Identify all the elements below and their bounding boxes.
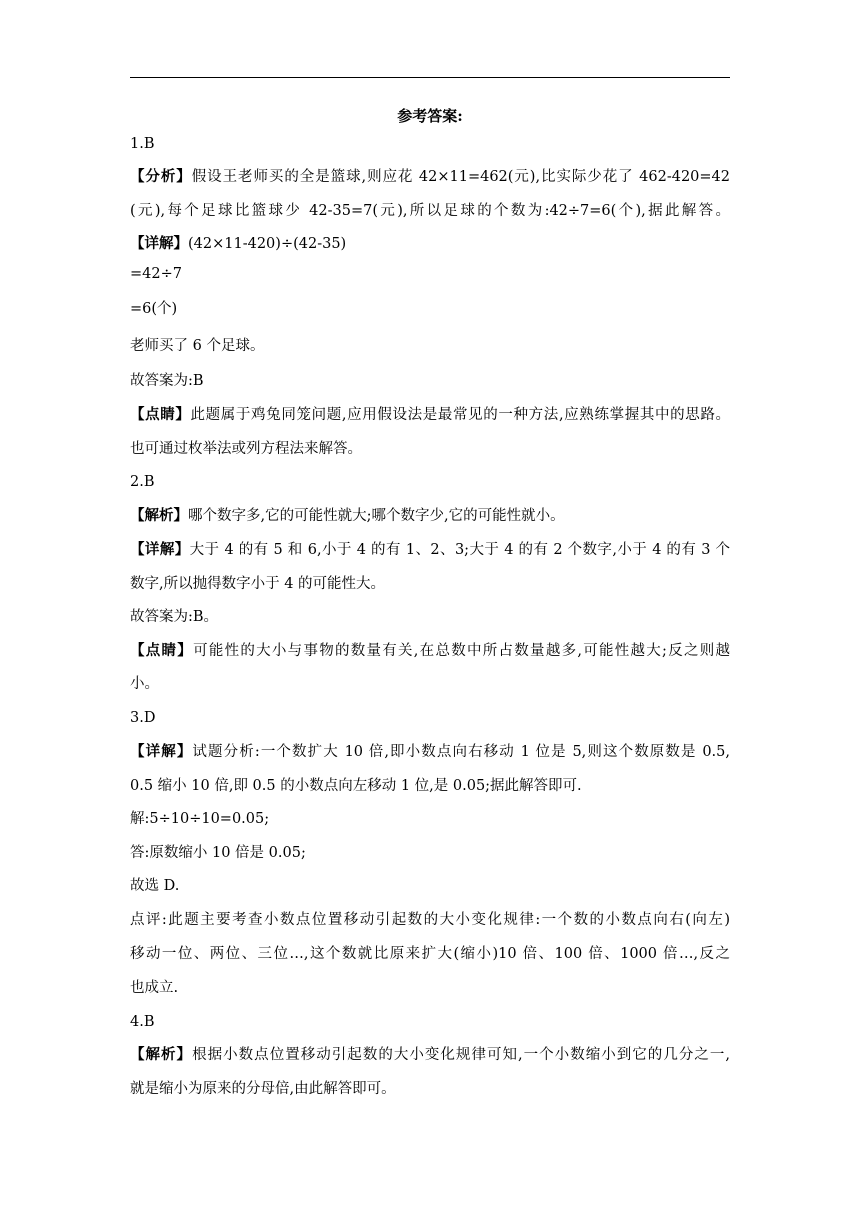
page-title: 参考答案: (397, 107, 463, 125)
header-rule (130, 77, 730, 78)
section-tag: 【详解】 (130, 235, 188, 252)
line-text: 根据小数点位置移动引起数的大小变化规律可知,一个小数缩小到它的几分之一, (192, 1047, 731, 1063)
line-text: 大于 4 的有 5 和 6,小于 4 的有 1、2、3;大于 4 的有 2 个数字,小于 4 的有 3 个 (189, 542, 731, 558)
text-line (130, 505, 730, 527)
line-text: 故答案为:B。 (130, 609, 219, 625)
line-text: 点评:此题主要考查小数点位置移动引起数的大小变化规律:一个数的小数点向右(向左) (130, 912, 730, 928)
section-tag: 【详解】 (130, 743, 193, 760)
line-text: 故选 D. (130, 878, 180, 894)
line-text: (42×11-420)÷(42-35) (188, 236, 347, 252)
line-text: 解:5÷10÷10=0.05; (130, 811, 270, 827)
line-text: 此题属于鸡兔同笼问题,应用假设法是最常见的一种方法,应熟练掌握其中的思路。 (190, 407, 730, 423)
line-text: 试题分析:一个数扩大 10 倍,即小数点向右移动 1 位是 5,则这个数原数是 0.5, (192, 744, 731, 760)
text-line (130, 200, 730, 222)
text-line (130, 775, 730, 797)
text-line (130, 673, 730, 695)
line-text: 移动一位、两位、三位…,这个数就比原来扩大(缩小)10 倍、100 倍、1000 倍…,反之 (130, 946, 730, 962)
text-line (130, 842, 730, 864)
line-text: 2.B (130, 474, 155, 490)
line-text: 4.B (130, 1014, 155, 1030)
line-text: 可能性的大小与事物的数量有关,在总数中所占数量越多,可能性越大;反之则越 (193, 643, 731, 659)
text-line (130, 606, 730, 628)
text-line (130, 909, 730, 931)
text-line (130, 573, 730, 595)
text-line (130, 404, 730, 426)
text-line (130, 438, 730, 460)
text-line (130, 1078, 730, 1100)
text-line (130, 707, 730, 729)
text-line (130, 943, 730, 965)
line-text: 也成立. (130, 980, 179, 996)
text-line (130, 370, 730, 392)
line-text: 就是缩小为原来的分母倍,由此解答即可。 (130, 1081, 396, 1097)
text-line (130, 1011, 730, 1033)
line-text: 假设王老师买的全是篮球,则应花 42×11=462(元),比实际少花了 462-420=42 (191, 169, 731, 185)
line-text: 哪个数字多,它的可能性就大;哪个数字少,它的可能性就小。 (188, 508, 565, 524)
text-line (130, 471, 730, 493)
text-line (130, 741, 730, 763)
line-text: 数字,所以抛得数字小于 4 的可能性大。 (130, 576, 386, 592)
line-text: =6(个) (130, 301, 178, 317)
line-text: 老师买了 6 个足球。 (130, 338, 265, 354)
section-tag: 【解析】 (130, 507, 188, 524)
text-line (130, 640, 730, 662)
text-line (130, 539, 730, 561)
text-line (130, 875, 730, 897)
section-tag: 【详解】 (130, 541, 190, 558)
text-line (130, 233, 730, 255)
text-line (130, 335, 730, 357)
section-tag: 【分析】 (130, 168, 192, 185)
line-text: =42÷7 (130, 266, 182, 282)
section-tag: 【解析】 (130, 1046, 193, 1063)
section-tag: 【点睛】 (130, 642, 194, 659)
text-line (130, 166, 730, 188)
text-line (130, 977, 730, 999)
line-text: 3.D (130, 710, 156, 726)
line-text: 0.5 缩小 10 倍,即 0.5 的小数点向左移动 1 位,是 0.05;据此解答即可. (130, 778, 582, 794)
text-line (130, 1044, 730, 1066)
text-line (130, 133, 730, 155)
line-text: (元),每个足球比篮球少 42-35=7(元),所以足球的个数为:42÷7=6(个),据此解答。 (130, 203, 730, 219)
line-text: 1.B (130, 136, 155, 152)
line-text: 答:原数缩小 10 倍是 0.05; (130, 845, 306, 861)
line-text: 也可通过枚举法或列方程法来解答。 (130, 441, 362, 457)
section-tag: 【点睛】 (130, 406, 191, 423)
line-text: 小。 (130, 676, 159, 692)
text-line (130, 808, 730, 830)
line-text: 故答案为:B (130, 373, 204, 389)
text-line (130, 263, 730, 285)
text-line (130, 298, 730, 320)
